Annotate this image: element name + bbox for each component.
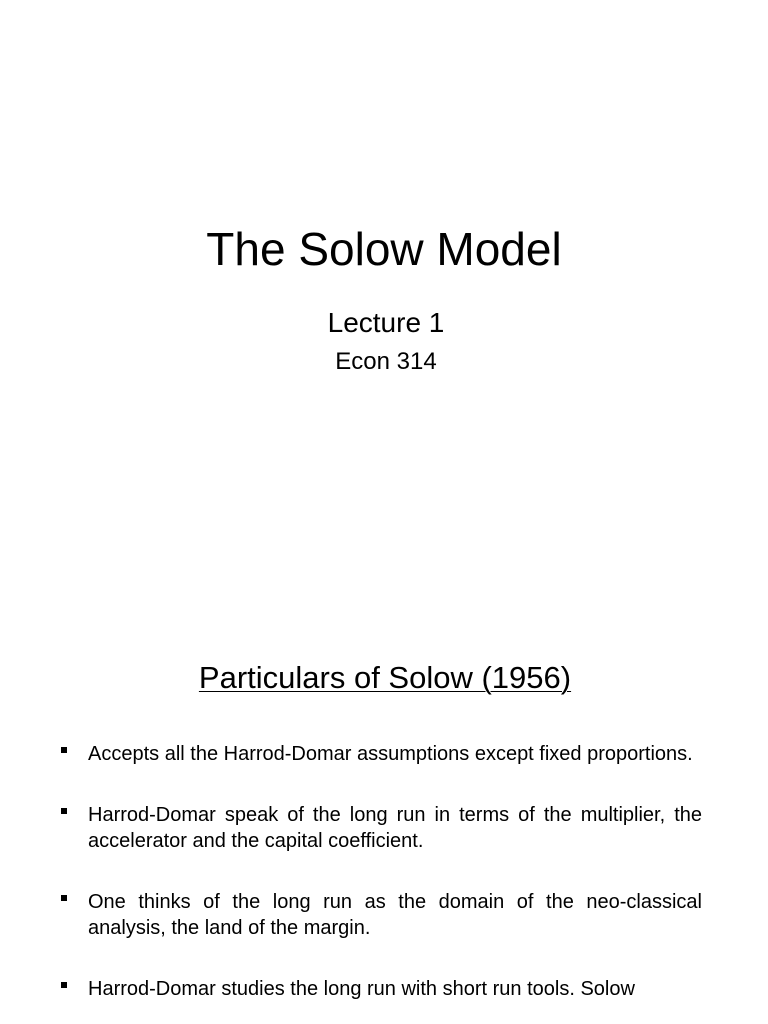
square-bullet-icon [61,895,67,901]
bullet-text: Accepts all the Harrod-Domar assumptions except fixed proportions. [88,743,693,765]
bullet-text: Harrod-Domar speak of the long run in terms of the multiplier, the accelerator and the capital coefficient. [88,804,702,852]
square-bullet-icon [61,982,67,988]
slide-subtitle: Lecture 1 [327,307,445,338]
content-slide-title: Particulars of Solow (1956) [198,660,572,695]
square-bullet-icon [61,808,67,814]
bullet-item [0,976,702,1002]
bullet-item [0,802,702,854]
bullet-item [0,889,702,941]
content-slide [0,600,768,1024]
square-bullet-icon [61,747,67,753]
bullet-text: One thinks of the long run as the domain of the neo-classical analysis, the land of the margin. [88,891,702,939]
bullet-list [0,741,768,1024]
slide-title: The Solow Model [206,223,562,275]
course-label: Econ 314 [335,348,437,375]
bullet-item [0,741,702,767]
bullet-text: Harrod-Domar studies the long run with short run tools. Solow [88,978,635,1000]
